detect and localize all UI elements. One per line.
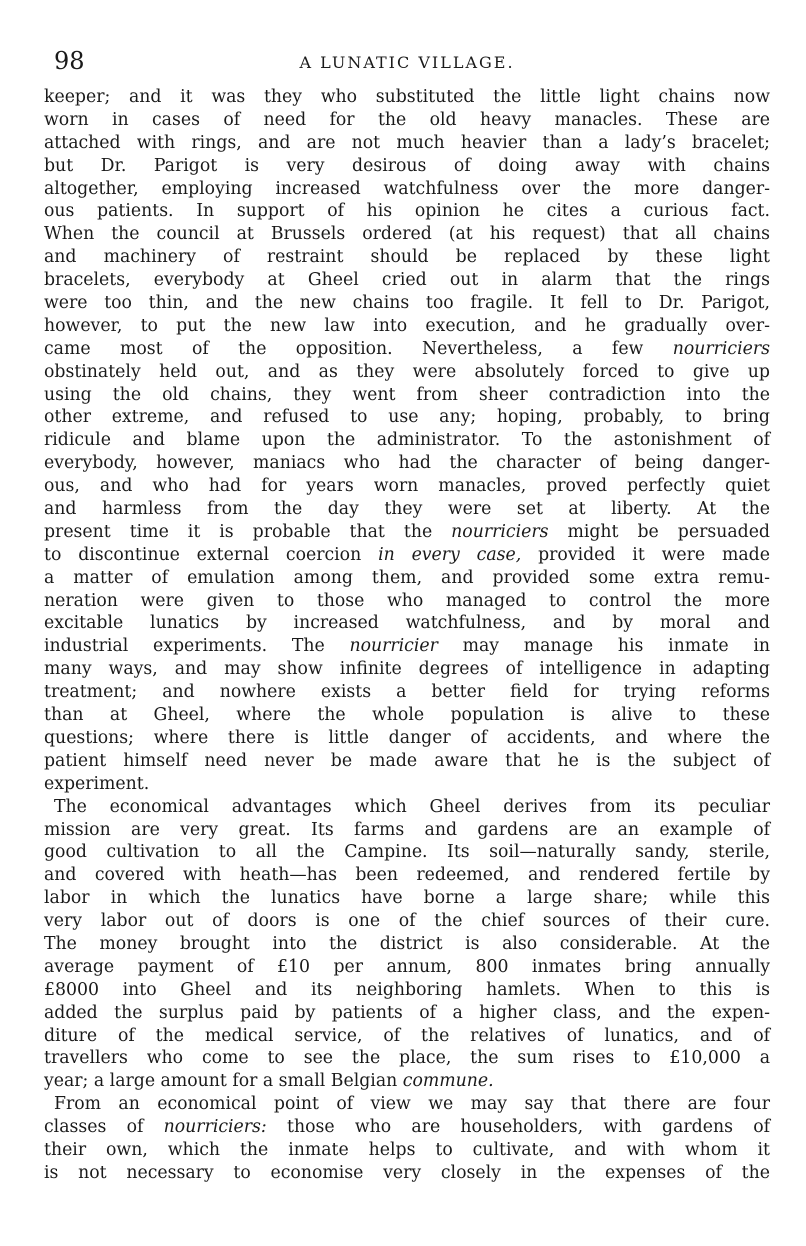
text-segment: might be persuaded	[548, 521, 770, 542]
italic-term: commune.	[402, 1071, 494, 1092]
text-line	[44, 590, 770, 613]
text-line	[44, 1139, 770, 1162]
italic-term: nourriciers	[451, 521, 549, 542]
text-segment: experiment.	[44, 773, 150, 794]
text-segment: provided it were made	[521, 544, 770, 565]
text-segment: obstinately held out, and as they were absolutely forced to give up	[44, 361, 770, 382]
text-line	[44, 658, 770, 681]
text-segment: treatment; and nowhere exists a better field for trying reforms	[44, 682, 770, 703]
text-segment: using the old chains, they went from sheer contradiction into the	[44, 384, 770, 405]
text-line	[44, 361, 770, 384]
text-line	[44, 246, 770, 269]
text-line	[44, 864, 770, 887]
text-segment: may manage his inmate in	[437, 636, 771, 657]
book-page	[44, 46, 770, 1185]
italic-term: nourriciers	[672, 338, 770, 359]
text-segment: industrial experiments. The	[44, 636, 350, 657]
text-segment: present time it is probable that the	[44, 521, 452, 542]
text-line	[44, 819, 770, 842]
text-line	[44, 338, 770, 361]
body-text	[44, 86, 770, 1185]
text-line	[44, 567, 770, 590]
text-segment: questions; where there is little danger of accidents, and where the	[44, 727, 770, 748]
text-segment: than at Gheel, where the whole population is alive to these	[44, 705, 770, 726]
italic-term: in every case,	[378, 544, 522, 565]
text-line	[44, 223, 770, 246]
text-line	[44, 178, 770, 201]
text-segment: to discontinue external coercion	[44, 544, 379, 565]
text-line	[44, 704, 770, 727]
text-line	[44, 498, 770, 521]
text-line	[44, 1116, 770, 1139]
page-number: 98	[54, 47, 85, 75]
text-segment: year; a large amount for a small Belgian	[44, 1071, 403, 1092]
text-segment: The money brought into the district is also considerable. At the	[44, 933, 770, 954]
text-line	[44, 1162, 770, 1185]
text-segment: excitable lunatics by increased watchfulness, and by moral and	[44, 613, 770, 634]
text-line	[44, 521, 770, 544]
text-line	[44, 132, 770, 155]
text-segment: average payment of £10 per annum, 800 inmates bring annually	[44, 956, 770, 977]
text-line	[44, 315, 770, 338]
text-segment: labor in which the lunatics have borne a large share; while this	[44, 888, 770, 909]
text-line	[44, 612, 770, 635]
text-segment: were too thin, and the new chains too fragile. It fell to Dr. Parigot,	[44, 293, 770, 314]
text-line	[44, 200, 770, 223]
text-line	[44, 452, 770, 475]
text-line	[44, 1002, 770, 1025]
text-line	[44, 979, 770, 1002]
text-line	[44, 269, 770, 292]
text-segment: travellers who come to see the place, the sum rises to £10,000 a	[44, 1048, 770, 1069]
text-segment: neration were given to those who managed to control the more	[44, 590, 770, 611]
text-segment: diture of the medical service, of the relatives of lunatics, and of	[44, 1025, 770, 1046]
text-segment: and harmless from the day they were set at liberty. At the	[44, 499, 770, 520]
text-segment: very labor out of doors is one of the chief sources of their cure.	[44, 911, 770, 932]
text-line	[44, 1025, 770, 1048]
text-segment: ous patients. In support of his opinion he cites a curious fact.	[44, 201, 770, 222]
page-header	[44, 46, 770, 86]
italic-term: nourriciers:	[163, 1117, 267, 1138]
text-line	[44, 109, 770, 132]
text-line	[44, 773, 770, 796]
text-segment: worn in cases of need for the old heavy manacles. These are	[44, 109, 770, 130]
text-line	[44, 841, 770, 864]
text-segment: but Dr. Parigot is very desirous of doing away with chains	[44, 155, 770, 176]
text-segment: ous, and who had for years worn manacles, proved perfectly quiet	[44, 476, 770, 497]
text-segment: and machinery of restraint should be replaced by these light	[44, 247, 770, 268]
text-segment: bracelets, everybody at Gheel cried out in alarm that the rings	[44, 270, 770, 291]
text-segment: £8000 into Gheel and its neighboring hamlets. When to this is	[44, 979, 770, 1000]
text-line	[44, 1093, 770, 1116]
text-segment: keeper; and it was they who substituted the little light chains now	[44, 87, 770, 107]
text-segment: everybody, however, maniacs who had the character of being danger-	[44, 453, 770, 474]
text-segment: attached with rings, and are not much heavier than a lady’s bracelet;	[44, 132, 770, 153]
text-segment: their own, which the inmate helps to cultivate, and with whom it	[44, 1139, 770, 1160]
text-line	[44, 956, 770, 979]
text-segment: and covered with heath—has been redeemed, and rendered fertile by	[44, 865, 770, 886]
text-segment: other extreme, and refused to use any; hoping, probably, to bring	[44, 407, 770, 428]
text-line	[44, 429, 770, 452]
text-segment: altogether, employing increased watchfulness over the more danger-	[44, 178, 770, 199]
text-line	[44, 155, 770, 178]
text-line	[44, 544, 770, 567]
text-line	[44, 635, 770, 658]
text-segment: however, to put the new law into execution, and he gradually over-	[44, 315, 770, 336]
text-line	[44, 933, 770, 956]
running-title: A LUNATIC VILLAGE.	[299, 53, 515, 72]
text-line	[44, 887, 770, 910]
text-segment: mission are very great. Its farms and gardens are an example of	[44, 819, 770, 840]
text-line	[44, 1047, 770, 1070]
text-line	[44, 384, 770, 407]
text-segment: is not necessary to economise very closely in the expenses of the	[44, 1162, 770, 1183]
text-line	[44, 681, 770, 704]
text-segment: The economical advantages which Gheel derives from its peculiar	[54, 796, 770, 817]
text-segment: patient himself need never be made aware that he is the subject of	[44, 750, 770, 771]
text-line	[44, 292, 770, 315]
text-line	[44, 750, 770, 773]
text-line	[44, 1070, 770, 1093]
text-segment: many ways, and may show infinite degrees of intelligence in adapting	[44, 659, 770, 680]
text-segment: came most of the opposition. Nevertheless, a few	[44, 338, 673, 359]
text-segment: those who are householders, with gardens of	[266, 1117, 770, 1138]
text-segment: classes of	[44, 1117, 164, 1138]
text-line	[44, 910, 770, 933]
text-line	[44, 86, 770, 109]
text-line	[44, 727, 770, 750]
text-line	[44, 406, 770, 429]
text-line	[44, 475, 770, 498]
text-segment: When the council at Brussels ordered (at his request) that all chains	[44, 224, 770, 245]
italic-term: nourricier	[349, 636, 438, 657]
text-segment: ridicule and blame upon the administrator. To the astonishment of	[44, 430, 770, 451]
text-segment: From an economical point of view we may say that there are four	[54, 1094, 770, 1115]
text-segment: added the surplus paid by patients of a higher class, and the expen-	[44, 1002, 770, 1023]
text-segment: good cultivation to all the Campine. Its soil—naturally sandy, sterile,	[44, 842, 770, 863]
text-line	[44, 796, 770, 819]
text-segment: a matter of emulation among them, and provided some extra remu-	[44, 567, 770, 588]
